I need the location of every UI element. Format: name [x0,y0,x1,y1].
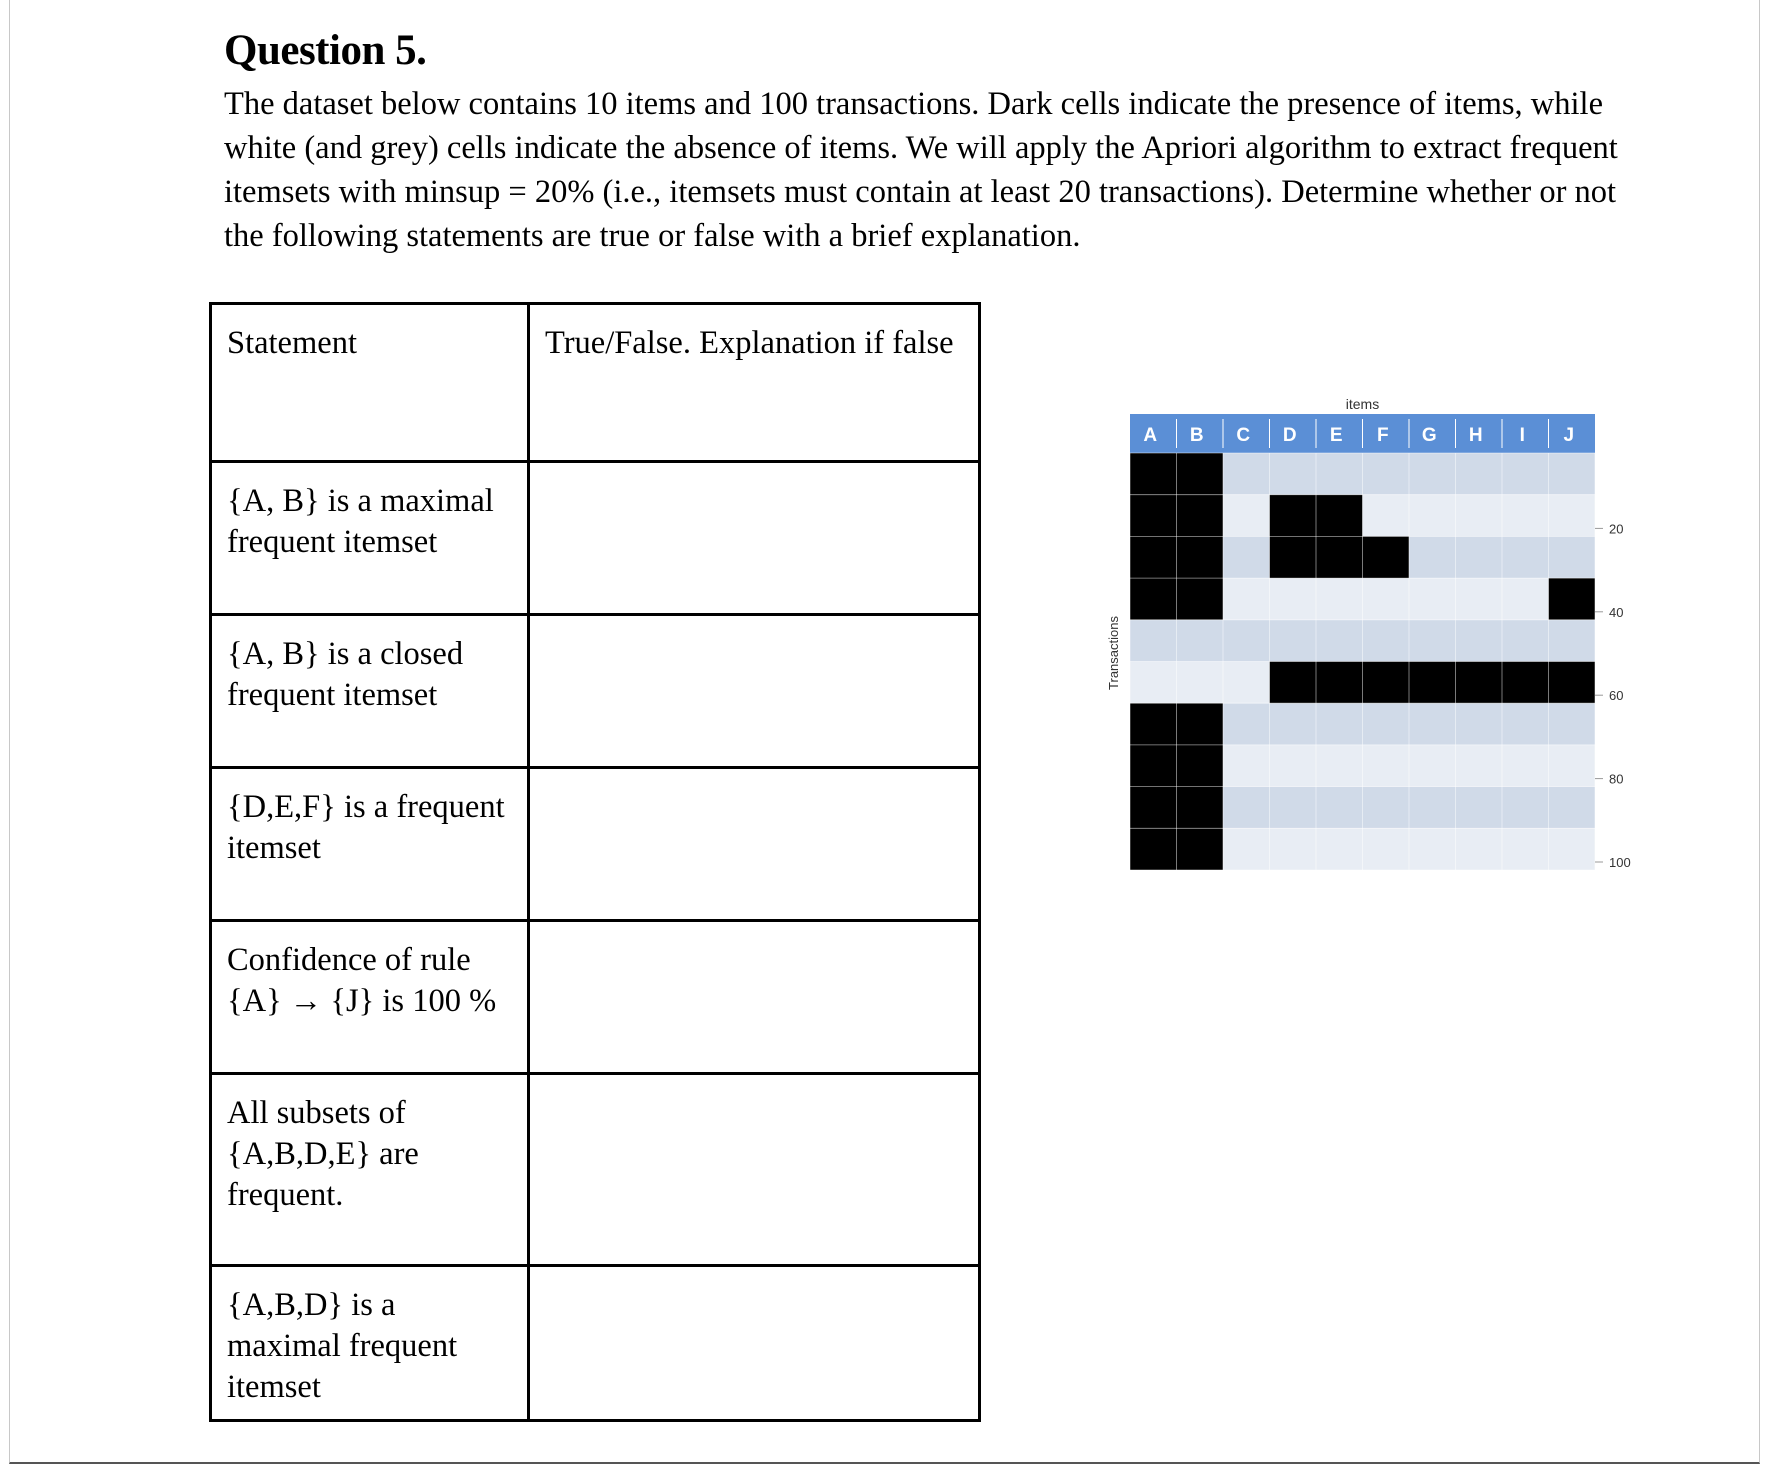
answer-cell[interactable] [529,768,980,921]
transaction-heatmap [1100,396,1660,896]
y-tick-label: 100 [1609,855,1631,870]
item-label-a: A [1143,425,1158,446]
statement-cell: {D,E,F} is a frequent itemset [211,768,529,921]
item-label-e: E [1329,425,1343,446]
table-row [211,1266,980,1421]
present-cell-g [1409,662,1456,704]
header-answer: True/False. Explanation if false [529,304,980,462]
item-label-h: H [1468,425,1483,446]
question-intro: The dataset below contains 10 items and 100 transactions. Dark cells indicate the presence of items, while white (and grey) cells indicate the absence of items. We will apply the Apriori algorithm to extract frequent itemsets with minsup = 20% (i.e., itemsets must contain at least 20 transactions). Determine whether or not the following statements are true or false with a brief explanation. [224,86,1618,254]
answer-cell[interactable] [529,615,980,768]
y-tick-label: 20 [1609,521,1624,537]
item-label-b: B [1189,425,1204,446]
table-row [211,615,980,768]
present-cell-f [1363,536,1410,578]
header-statement: Statement [211,304,529,462]
present-cell-j [1549,578,1596,620]
present-cell-h [1456,662,1503,704]
y-tick-label: 40 [1609,604,1624,620]
present-cell-d [1270,662,1317,704]
statements-table [209,302,981,1422]
present-cell-j [1549,662,1596,704]
answer-cell[interactable] [529,1266,980,1421]
statement-cell: All subsets of {A,B,D,E} are frequent. [211,1074,529,1266]
statement-cell: {A, B} is a closed frequent itemset [211,615,529,768]
statement-cell: {A,B,D} is a maximal frequent itemset [211,1266,529,1421]
statement-cell: Confidence of rule {A} → {J} is 100 % [211,921,529,1074]
table-row [211,462,980,615]
answer-cell[interactable] [529,1074,980,1266]
table-row [211,768,980,921]
item-label-c: C [1236,425,1251,446]
present-cell-e [1316,662,1363,704]
y-tick-label: 80 [1609,771,1624,787]
x-axis-label: items [1345,396,1380,412]
item-label-d: D [1282,425,1297,446]
question-title: Question 5. [224,27,427,74]
table-header-row [211,304,980,462]
item-label-j: J [1563,425,1575,446]
y-tick-label: 60 [1609,688,1624,704]
item-label-i: I [1519,425,1525,446]
statement-cell: {A, B} is a maximal frequent itemset [211,462,529,615]
present-cell-f [1363,662,1410,704]
table-row [211,921,980,1074]
table-row [211,1074,980,1266]
answer-cell[interactable] [529,462,980,615]
item-label-f: F [1376,425,1389,446]
answer-cell[interactable] [529,921,980,1074]
y-axis-label: Transactions [1106,616,1121,690]
item-label-g: G [1421,425,1437,446]
present-cell-i [1502,662,1549,704]
